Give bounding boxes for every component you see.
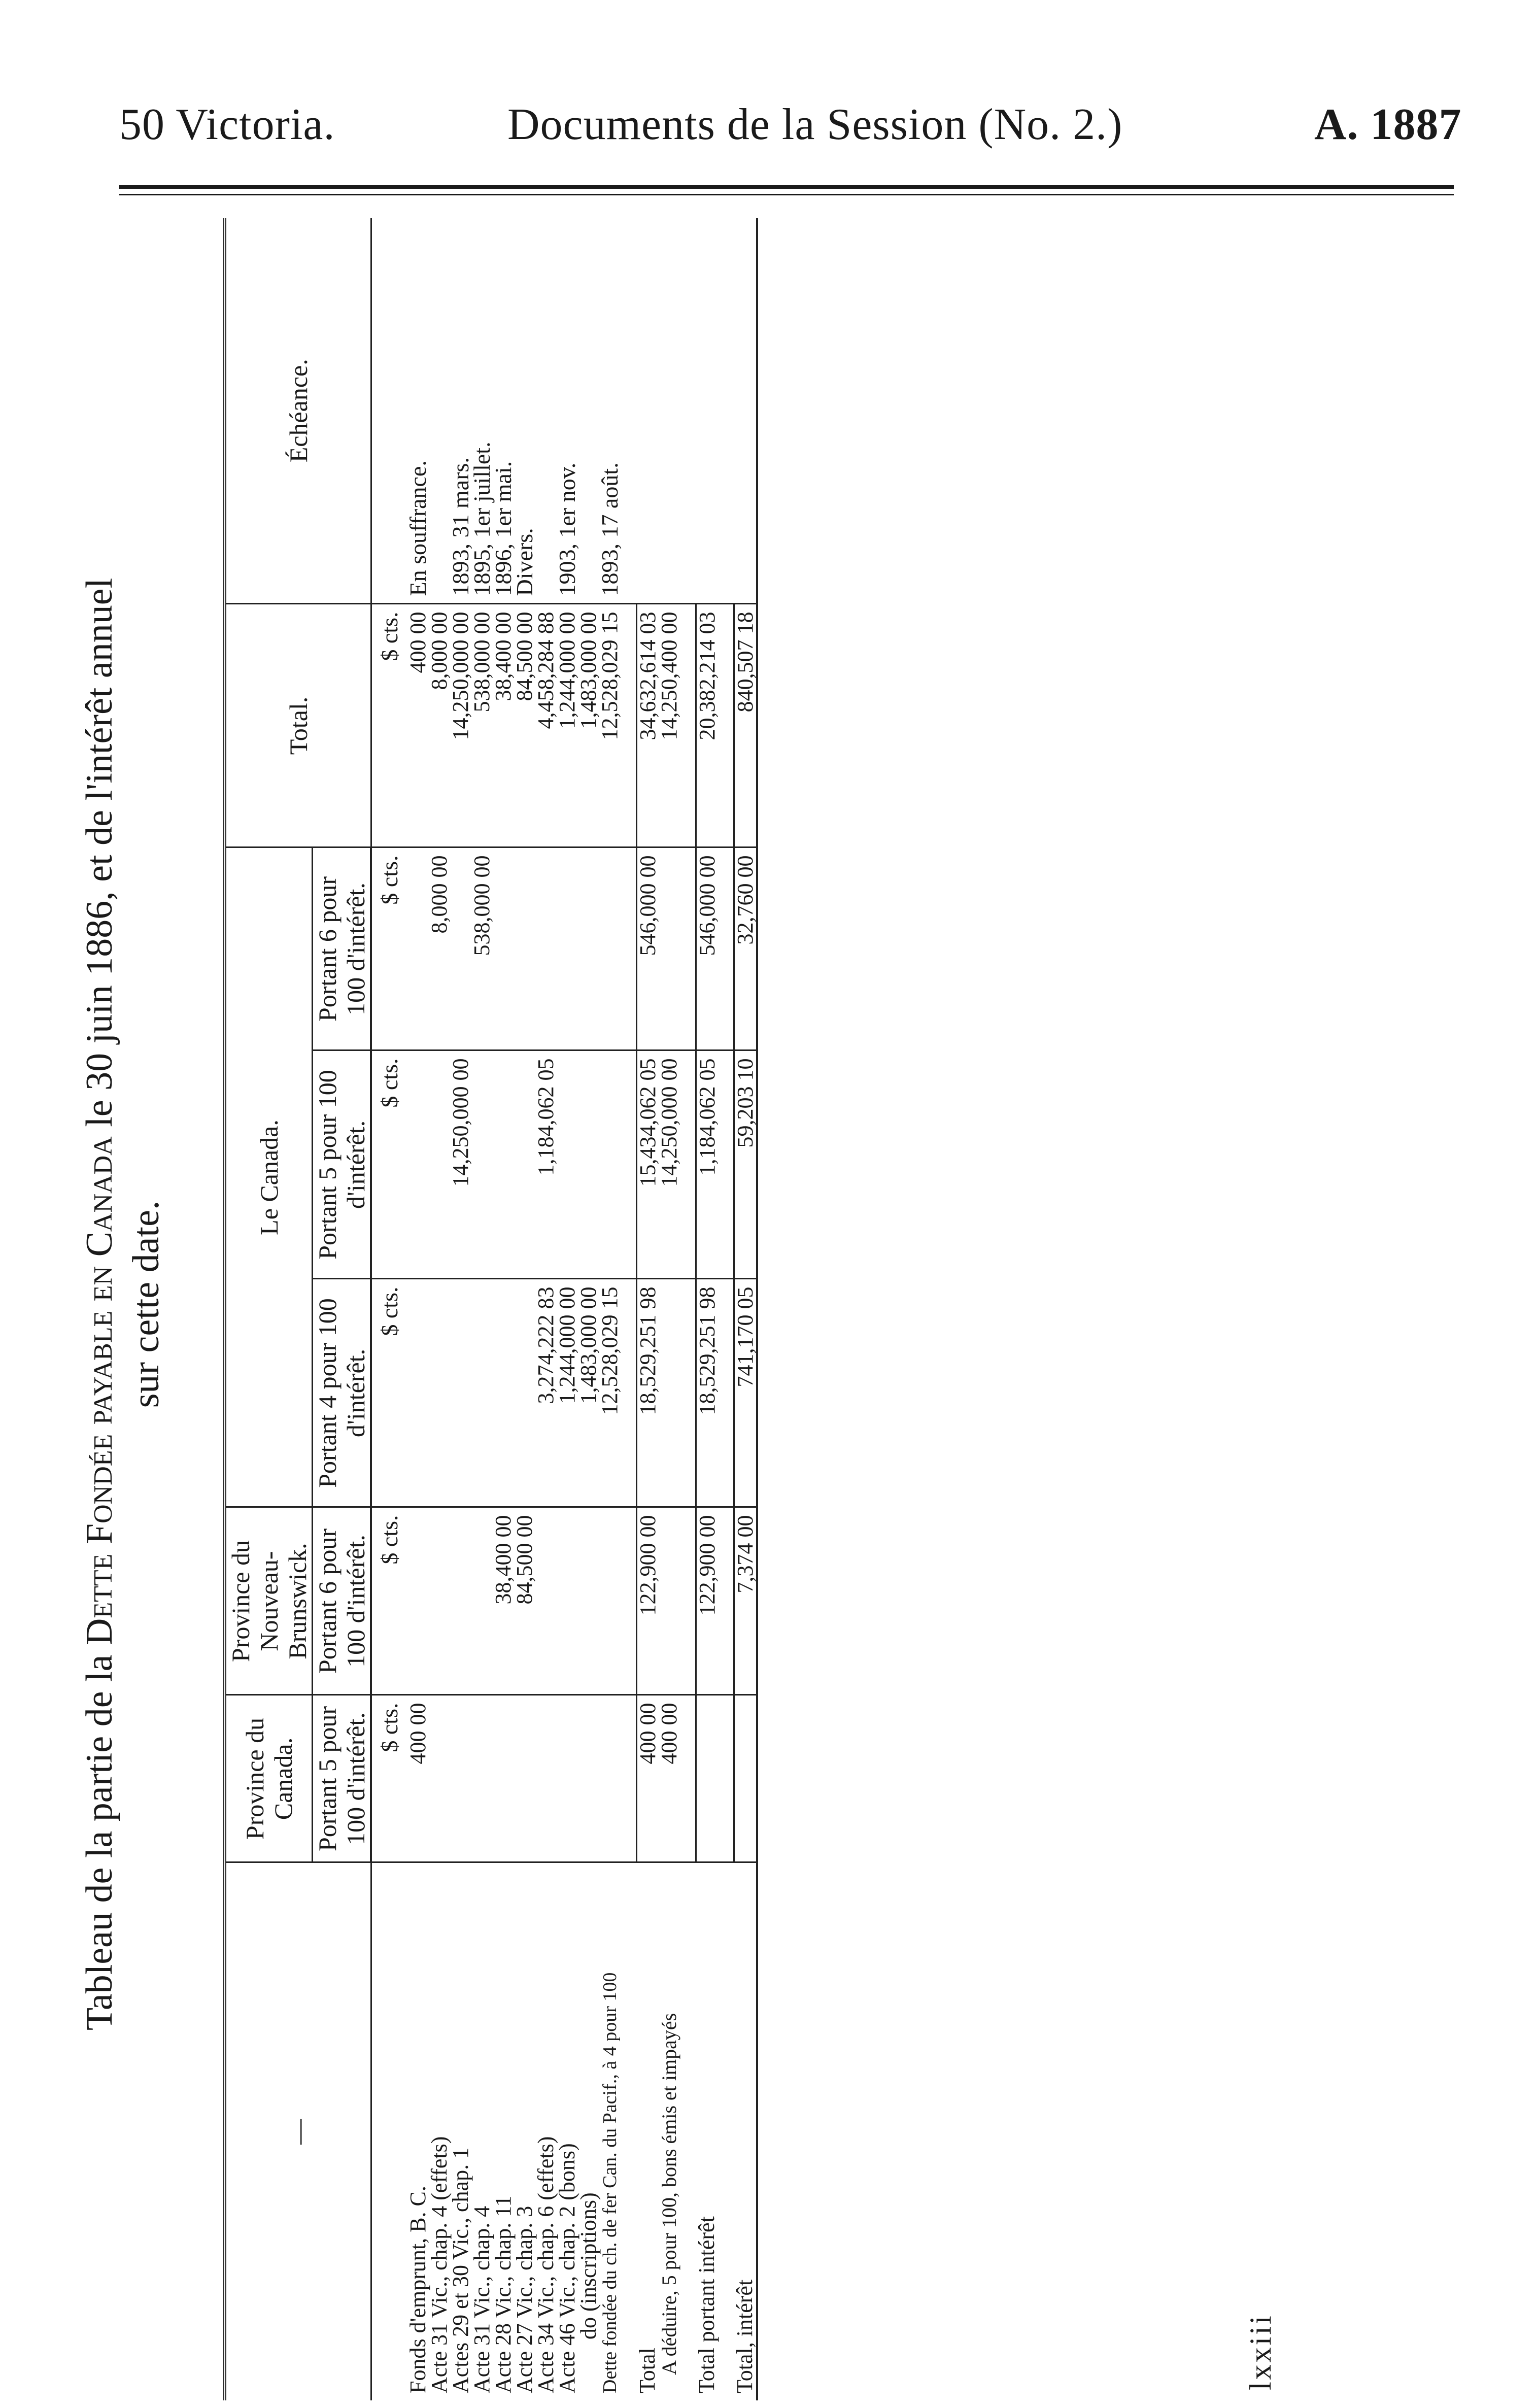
interest-bearing-label: Total portant intérêt bbox=[696, 1862, 719, 2400]
total-nb6: 122,900 00 bbox=[637, 1507, 659, 1695]
cell-c4 bbox=[514, 1279, 535, 1507]
table-row bbox=[599, 218, 621, 2400]
cell-c5 bbox=[471, 1050, 493, 1279]
table-row bbox=[450, 218, 471, 2400]
total-c6: 546,000 00 bbox=[637, 847, 659, 1050]
cell-c5: 14,250,000 00 bbox=[450, 1050, 471, 1279]
cell-c4 bbox=[407, 1279, 429, 1507]
title-line-2: sur cette date. bbox=[125, 1200, 167, 1408]
label-column-header: — bbox=[225, 1862, 371, 2400]
cell-echeance bbox=[578, 218, 599, 604]
cell-total: 4,458,284 88 bbox=[535, 604, 557, 847]
cell-pc5 bbox=[493, 1695, 514, 1862]
cell-total: 538,000 00 bbox=[471, 604, 493, 847]
cell-nb6 bbox=[471, 1507, 493, 1695]
row-label: Fonds d'emprunt, B. C. bbox=[407, 1862, 429, 2400]
cell-c4: 1,244,000 00 bbox=[557, 1279, 578, 1507]
int-pc5 bbox=[734, 1695, 758, 1862]
units-cell: $ cts. bbox=[371, 1507, 407, 1695]
int-c5: 59,203 10 bbox=[734, 1050, 758, 1279]
cell-pc5 bbox=[557, 1695, 578, 1862]
cell-pc5 bbox=[535, 1695, 557, 1862]
spacer-row bbox=[718, 218, 734, 2400]
table-row bbox=[493, 218, 514, 2400]
cell-pc5 bbox=[578, 1695, 599, 1862]
cell-pc5 bbox=[429, 1695, 450, 1862]
title-part-b: Dette Fondée payable en Canada bbox=[79, 1136, 120, 1646]
le-canada-header: Le Canada. bbox=[225, 847, 313, 1507]
c4-subheader: Portant 4 pour 100 d'intérêt. bbox=[313, 1279, 371, 1507]
cell-nb6 bbox=[407, 1507, 429, 1695]
cell-c5 bbox=[429, 1050, 450, 1279]
nb6-subheader: Portant 6 pour 100 d'intérêt. bbox=[313, 1507, 371, 1695]
row-label: Acte 27 Vic., chap. 3 bbox=[514, 1862, 535, 2400]
title-part-a: Tableau de la partie de la bbox=[79, 1654, 120, 2031]
cell-echeance: 1893, 17 août. bbox=[597, 462, 623, 596]
c5-subheader: Portant 5 pour 100 d'intérêt. bbox=[313, 1050, 371, 1279]
cell-c6: 538,000 00 bbox=[471, 847, 493, 1050]
cell-nb6 bbox=[557, 1507, 578, 1695]
int-c6: 32,760 00 bbox=[734, 847, 758, 1050]
total-row-label: Total bbox=[637, 1862, 659, 2400]
deduct-pc5: 400 00 bbox=[659, 1695, 680, 1862]
funded-debt-table bbox=[223, 218, 758, 2400]
cell-total: 1,244,000 00 bbox=[557, 604, 578, 847]
cell-c5 bbox=[578, 1050, 599, 1279]
cell-c6: 8,000 00 bbox=[429, 847, 450, 1050]
header-document-title: Documents de la Session (No. 2.) bbox=[507, 100, 1123, 149]
deduct-c5: 14,250,000 00 bbox=[659, 1050, 680, 1279]
total-header: Total. bbox=[225, 604, 371, 847]
cell-c6 bbox=[493, 847, 514, 1050]
header-rule-thick bbox=[119, 185, 1454, 189]
table-row bbox=[471, 218, 493, 2400]
cell-echeance: 1895, 1er juillet. bbox=[469, 442, 495, 596]
table-row bbox=[514, 218, 535, 2400]
cell-nb6 bbox=[599, 1507, 621, 1695]
total-c5: 15,434,062 05 bbox=[637, 1050, 659, 1279]
cell-nb6: 84,500 00 bbox=[514, 1507, 535, 1695]
cell-c6 bbox=[578, 847, 599, 1050]
cell-echeance: Divers. bbox=[511, 528, 537, 596]
cell-pc5 bbox=[514, 1695, 535, 1862]
cell-c6 bbox=[557, 847, 578, 1050]
cell-nb6: 38,400 00 bbox=[493, 1507, 514, 1695]
spacer-row bbox=[680, 218, 696, 2400]
total-total: 34,632,614 03 bbox=[637, 604, 659, 847]
title-part-c: le 30 juin 1886, et de l'intérêt annuel bbox=[79, 578, 120, 1127]
ib-c4: 18,529,251 98 bbox=[696, 1279, 719, 1507]
cell-c6 bbox=[407, 847, 429, 1050]
cell-c4 bbox=[450, 1279, 471, 1507]
cell-c6 bbox=[450, 847, 471, 1050]
ib-c6: 546,000 00 bbox=[696, 847, 719, 1050]
rotated-table-page bbox=[71, 218, 1289, 2400]
deduct-c4 bbox=[659, 1279, 680, 1507]
deduct-total: 14,250,400 00 bbox=[659, 604, 680, 847]
ib-c5: 1,184,062 05 bbox=[696, 1050, 719, 1279]
row-label: Acte 34 Vic., chap. 6 (effets) bbox=[535, 1862, 557, 2400]
echeance-header: Échéance. bbox=[225, 218, 371, 604]
int-nb6: 7,374 00 bbox=[734, 1507, 758, 1695]
cell-nb6 bbox=[450, 1507, 471, 1695]
table-row bbox=[429, 218, 450, 2400]
units-blank bbox=[371, 1862, 407, 2400]
province-nb-header: Province du Nouveau-Brunswick. bbox=[225, 1507, 313, 1695]
page-folio: lxxiii bbox=[1244, 2314, 1277, 2390]
cell-echeance: En souffrance. bbox=[405, 460, 431, 596]
deduct-row-label: A déduire, 5 pour 100, bons émis et impayés bbox=[659, 1862, 680, 2400]
c6-subheader: Portant 6 pour 100 d'intérêt. bbox=[313, 847, 371, 1050]
units-cell: $ cts. bbox=[371, 847, 407, 1050]
cell-c6 bbox=[535, 847, 557, 1050]
row-label: Acte 31 Vic., chap. 4 bbox=[471, 1862, 493, 2400]
header-session-year: 50 Victoria. bbox=[119, 100, 335, 149]
row-label: Actes 29 et 30 Vic., chap. 1 bbox=[450, 1862, 471, 2400]
cell-echeance: 1896, 1er mai. bbox=[490, 461, 516, 596]
header-year-code: A. 1887 bbox=[1314, 100, 1462, 149]
int-c4: 741,170 05 bbox=[734, 1279, 758, 1507]
total-c4: 18,529,251 98 bbox=[637, 1279, 659, 1507]
cell-c4 bbox=[493, 1279, 514, 1507]
table-row bbox=[407, 218, 429, 2400]
cell-echeance bbox=[429, 218, 450, 604]
cell-nb6 bbox=[535, 1507, 557, 1695]
int-total: 840,507 18 bbox=[734, 604, 758, 847]
cell-total: 1,483,000 00 bbox=[578, 604, 599, 847]
running-header bbox=[0, 0, 1537, 193]
cell-c4 bbox=[471, 1279, 493, 1507]
deduct-c6 bbox=[659, 847, 680, 1050]
cell-c5 bbox=[599, 1050, 621, 1279]
row-label: do (inscriptions) bbox=[578, 1862, 599, 2400]
cell-total: 14,250,000 00 bbox=[450, 604, 471, 847]
cell-pc5: 400 00 bbox=[407, 1695, 429, 1862]
row-label: Acte 46 Vic., chap. 2 (bons) bbox=[557, 1862, 578, 2400]
units-cell: $ cts. bbox=[371, 1279, 407, 1507]
cell-pc5 bbox=[599, 1695, 621, 1862]
cell-total: 12,528,029 15 bbox=[599, 604, 621, 847]
total-row bbox=[637, 218, 659, 2400]
row-label: Dette fondée du ch. de fer Can. du Pacif., à 4 pour 100 bbox=[599, 1862, 621, 2400]
table-title bbox=[76, 228, 169, 2380]
interest-bearing-row bbox=[696, 218, 719, 2400]
ib-nb6: 122,900 00 bbox=[696, 1507, 719, 1695]
units-cell: $ cts. bbox=[371, 604, 407, 847]
cell-echeance bbox=[535, 218, 557, 604]
cell-pc5 bbox=[471, 1695, 493, 1862]
units-cell: $ cts. bbox=[371, 1050, 407, 1279]
province-canada-header: Province du Canada. bbox=[225, 1695, 313, 1862]
ib-pc5 bbox=[696, 1695, 719, 1862]
deduct-nb6 bbox=[659, 1507, 680, 1695]
ib-total: 20,382,214 03 bbox=[696, 604, 719, 847]
cell-c5: 1,184,062 05 bbox=[535, 1050, 557, 1279]
cell-pc5 bbox=[450, 1695, 471, 1862]
cell-c6 bbox=[599, 847, 621, 1050]
row-label: Acte 31 Vic., chap. 4 (effets) bbox=[429, 1862, 450, 2400]
units-row bbox=[371, 218, 407, 2400]
cell-c5 bbox=[557, 1050, 578, 1279]
interest-total-label: Total, intérêt bbox=[734, 1862, 758, 2400]
pc5-subheader: Portant 5 pour 100 d'intérêt. bbox=[313, 1695, 371, 1862]
cell-c5 bbox=[514, 1050, 535, 1279]
cell-echeance: 1893, 31 mars. bbox=[448, 457, 473, 596]
cell-c6 bbox=[514, 847, 535, 1050]
cell-nb6 bbox=[578, 1507, 599, 1695]
header-rule-thin bbox=[119, 194, 1454, 195]
cell-nb6 bbox=[429, 1507, 450, 1695]
cell-c5 bbox=[407, 1050, 429, 1279]
row-label: Acte 28 Vic., chap. 11 bbox=[493, 1862, 514, 2400]
cell-c4: 1,483,000 00 bbox=[578, 1279, 599, 1507]
cell-c4: 12,528,029 15 bbox=[599, 1279, 621, 1507]
cell-total: 84,500 00 bbox=[514, 604, 535, 847]
table-row bbox=[578, 218, 599, 2400]
cell-echeance: 1903, 1er nov. bbox=[554, 462, 580, 596]
cell-total: 8,000 00 bbox=[429, 604, 450, 847]
cell-c4: 3,274,222 83 bbox=[535, 1279, 557, 1507]
cell-c5 bbox=[493, 1050, 514, 1279]
total-pc5: 400 00 bbox=[637, 1695, 659, 1862]
deduct-row bbox=[659, 218, 680, 2400]
table-row bbox=[557, 218, 578, 2400]
spacer-row bbox=[621, 218, 637, 2400]
units-blank bbox=[371, 218, 407, 604]
interest-total-row bbox=[734, 218, 758, 2400]
units-cell: $ cts. bbox=[371, 1695, 407, 1862]
cell-total: 400 00 bbox=[407, 604, 429, 847]
table-row bbox=[535, 218, 557, 2400]
cell-total: 38,400 00 bbox=[493, 604, 514, 847]
cell-c4 bbox=[429, 1279, 450, 1507]
